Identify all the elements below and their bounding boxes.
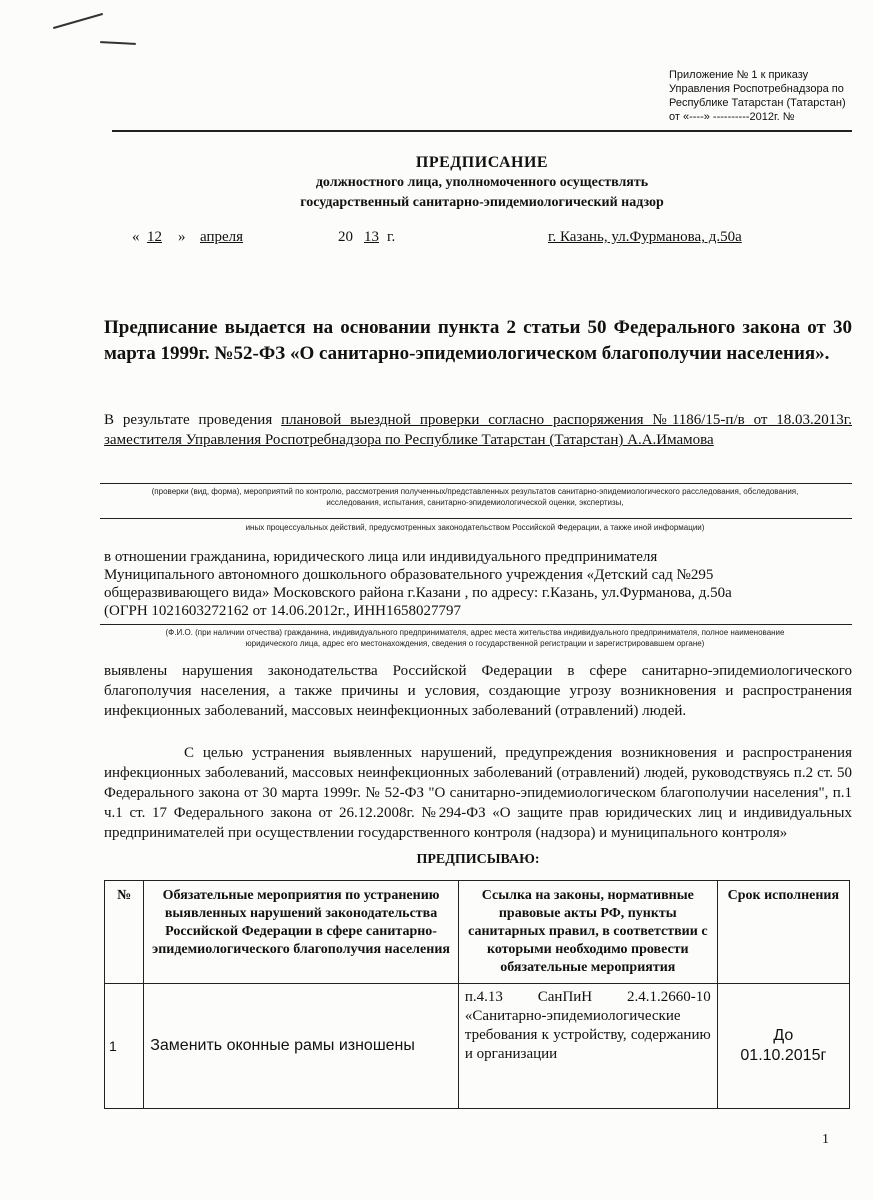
table-header-row <box>105 881 850 984</box>
date-year: 13 <box>364 229 379 245</box>
caption-line: юридического лица, адрес его местонахождения, сведения о государственной регистрации и зарегистрировавшем органе) <box>245 639 705 648</box>
document-title <box>112 153 852 213</box>
measures-table <box>104 880 850 1109</box>
column-header: № <box>105 881 144 984</box>
date-year-suffix: г. <box>387 229 396 245</box>
table-row <box>105 984 850 1109</box>
result-paragraph <box>104 410 852 450</box>
legal-basis: Предписание выдается на основании пункта 2 статьи 50 Федерального закона от 30 марта 1999г. №52-ФЗ «О санитарно-эпидемиологическом благополучии населения». <box>104 317 852 364</box>
annex-line: Республике Татарстан (Татарстан) <box>669 97 846 109</box>
date-quote-close: » <box>178 229 186 245</box>
purpose-text: С целью устранения выявленных нарушений, предупреждения возникновения и распространения инфекционных заболеваний, массовых неинфекционных заболеваний (отравлений) людей, руководствуясь п.2 ст. 50 Федерального закона от 30 марта 1999г. № 52-ФЗ "О санитарно-эпидемиологическом благополучии населения", п.1 ч.1 ст. 17 Федерального закона от 26.12.2008г. №294-ФЗ «О защите прав юридических лиц и индивидуальных предпринимателей при осуществлении государственного контроля (надзора) и муниципального контроля» <box>104 745 852 841</box>
caption-line: иных процессуальных действий, предусмотренных законодательством Российской Федерации, а также иной информации) <box>245 523 705 532</box>
column-header: Срок исполнения <box>717 881 849 984</box>
caption-line: (проверки (вид, форма), мероприятий по контролю, рассмотрения полученных/представленных результатов санитарно-эпидемиологического расследования, обследования, <box>151 487 799 496</box>
row-number: 1 <box>105 984 144 1109</box>
annex-line: от «----» ----------2012г. № <box>669 111 795 123</box>
entity-line: общеразвивающего вида» Московского района г.Казани , по адресу: г.Казань, ул.Фурманова, д.50а <box>104 585 732 601</box>
prescribe-label: ПРЕДПИСЫВАЮ: <box>416 852 540 867</box>
entity-line: в отношении гражданина, юридического лица или индивидуального предпринимателя <box>104 549 658 565</box>
column-header: Обязательные мероприятия по устранению выявленных нарушений законодательства Российской Федерации в сфере санитарно-эпидемиологического благополучия населения <box>144 881 459 984</box>
row-measure: Заменить оконные рамы изношены <box>144 984 459 1109</box>
violations-paragraph: выявлены нарушения законодательства Российской Федерации в сфере санитарно-эпидемиологического благополучия населения, а также причины и условия, создающие угрозу возникновения и распространения инфекционных заболеваний, массовых неинфекционных заболеваний (отравлений) людей. <box>104 663 852 719</box>
deadline-prefix: До <box>773 1027 794 1044</box>
annex-line: Приложение № 1 к приказу <box>669 69 809 81</box>
date-quote-open: « <box>132 229 140 245</box>
entity-line: (ОГРН 1021603272162 от 14.06.2012г., ИНН1658027797 <box>104 603 461 619</box>
caption-line: исследования, испытания, санитарно-эпидемиологической оценки, экспертизы, <box>326 498 624 507</box>
pen-mark <box>53 13 104 29</box>
date-century: 20 <box>338 229 353 245</box>
title-line: государственный санитарно-эпидемиологический надзор <box>300 195 664 210</box>
row-reference: п.4.13 СанПиН 2.4.1.2660-10 «Санитарно-эпидемиологические требования к устройству, содержанию и организации <box>458 984 717 1109</box>
row-deadline <box>717 984 849 1109</box>
underline-rule <box>100 518 852 519</box>
page-number: 1 <box>822 1132 829 1147</box>
pen-mark <box>100 41 136 45</box>
column-header: Ссылка на законы, нормативные правовые акты РФ, пункты санитарных правил, в соответствии с которыми необходимо провести обязательные мероприятия <box>458 881 717 984</box>
entity-line: Муниципального автономного дошкольного образовательного учреждения «Детский сад №295 <box>104 567 714 583</box>
caption-line: (Ф.И.О. (при наличии отчества) гражданина, индивидуального предпринимателя, адрес места жительства индивидуального предпринимателя, полное наименование <box>165 628 785 637</box>
title-heading: ПРЕДПИСАНИЕ <box>415 154 549 171</box>
annex-line: Управления Роспотребнадзора по <box>669 83 844 95</box>
header-divider <box>112 130 852 132</box>
inspected-entity <box>104 548 864 620</box>
date-month: апреля <box>200 229 244 245</box>
purpose-paragraph <box>104 743 852 843</box>
underline-rule <box>100 483 852 484</box>
date-day: 12 <box>147 229 162 245</box>
field-caption <box>90 627 860 649</box>
field-caption <box>90 486 860 508</box>
result-detail: плановой выездной проверки согласно распоряжения №1186/15-п/в от 18.03.2013г. заместителя Управления Роспотребнадзора по Республике Татарстан (Татарстан) А.А.Имамова <box>104 412 853 448</box>
underline-rule <box>100 624 852 625</box>
title-line: должностного лица, уполномоченного осуществлять <box>315 175 649 190</box>
result-prefix: В результате проведения <box>104 412 273 428</box>
annex-note <box>669 68 869 124</box>
field-caption <box>90 522 860 533</box>
deadline-date: 01.10.2015г <box>740 1047 827 1064</box>
date-place: г. Казань, ул.Фурманова, д.50а <box>548 229 742 245</box>
